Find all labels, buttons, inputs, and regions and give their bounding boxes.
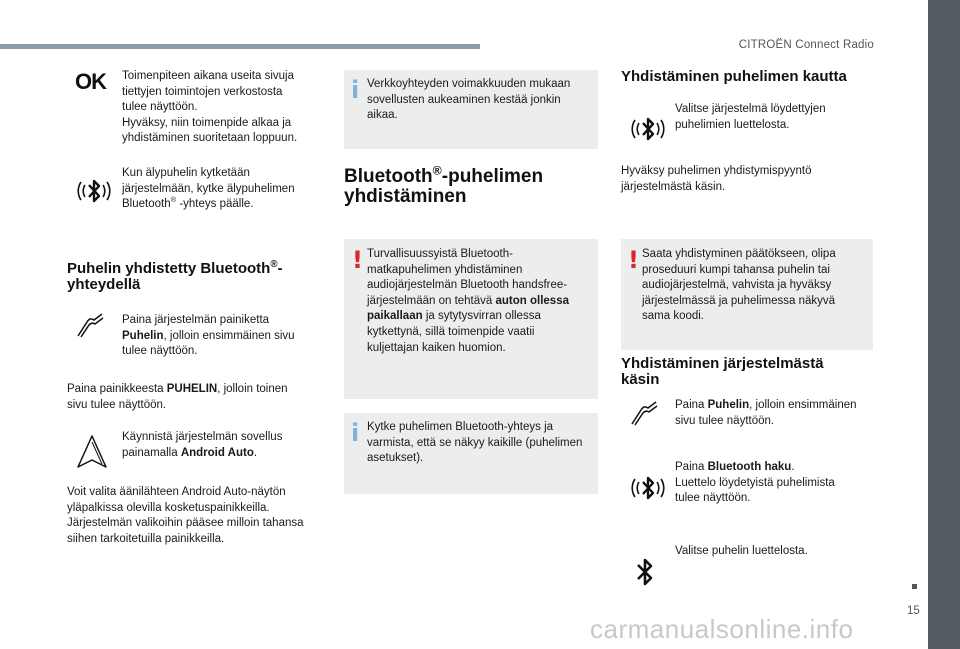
watermark: carmanualsonline.info [590,614,854,644]
finger-press-icon [75,312,105,338]
info-icon: i [351,419,360,447]
android-auto-icon [76,434,108,470]
step-press-phone: Paina Puhelin, jolloin ensimmäinen sivu tulee näyttöön. [675,399,857,427]
running-header: CITROËN Connect Radio [738,39,874,51]
step-select-phone: Valitse puhelin luettelosta. [675,545,808,557]
section-heading-bluetooth-connected: Puhelin yhdistetty Bluetooth®- yhteydellä [67,259,283,293]
warning-text: Turvallisuussyistä Bluetooth- matkapuhelimen yhdistäminen audiojärjestelmän Bluetooth handsfree- järjestelmään on tehtävä auton ollessa paikallaan ja sytytysvirran ollessa kytkettynä, sillä toimenpide vaatii kuljettajan kaiken huomion. [367,248,569,354]
page-number: 15 [907,605,920,617]
step-bluetooth-search: Paina Bluetooth haku. Luettelo löydetyistä puhelimista tulee näyttöön. [675,461,835,505]
section-heading-phone-pairing: Yhdistäminen puhelimen kautta [621,68,847,85]
section-heading-bluetooth-pairing: Bluetooth®-puhelimen yhdistäminen [344,163,544,207]
select-system-paragraph: Valitse järjestelmä löydettyjen puhelimien luettelosta. [675,103,826,131]
page-marker [912,584,917,589]
info-box-network [344,70,598,149]
top-rule [0,44,480,49]
android-auto-paragraph: Käynnistä järjestelmän sovellus painamalla Android Auto. [122,431,283,459]
voit-paragraph: Voit valita äänilähteen Android Auto-näytön yläpalkissa olevilla kosketuspainikkeilla. Järjestelmän valikoihin pääsee milloin tahansa siihen tarkoitetuilla painikkeilla. [67,486,304,545]
page-edge-bar [928,0,960,649]
ok-paragraph: Toimenpiteen aikana useita sivuja tiettyjen toimintojen verkostosta tulee näyttöön. Hyväksy, niin toimenpide alkaa ja yhdistäminen suoritetaan loppuun. [122,70,298,145]
bluetooth-touch-icon [73,170,115,212]
info-box-visibility [344,413,598,494]
section-heading-system-pairing: Yhdistäminen järjestelmästä käsin [621,355,824,388]
ok-icon: OK [75,69,106,94]
finger-press-icon [629,400,659,426]
warning-box-code [621,239,873,350]
press-puhelin-paragraph: Paina painikkeesta PUHELIN, jolloin toinen sivu tulee näyttöön. [67,383,288,411]
info-text: Kytke puhelimen Bluetooth-yhteys ja varmista, että se näkyy kaikille (puhelimen asetukset). [367,421,583,465]
info-text: Verkkoyhteyden voimakkuuden mukaan sovellusten aukeaminen kestää jonkin aikaa. [367,78,571,122]
warning-icon: ! [628,246,639,274]
bt-paragraph: Kun älypuhelin kytketään järjestelmään, kytke älypuhelimen Bluetooth® -yhteys päälle. [122,167,295,211]
bluetooth-icon [634,557,656,587]
bluetooth-touch-icon [627,467,669,509]
accept-request-paragraph: Hyväksy puhelimen yhdistymispyyntö järjestelmästä käsin. [621,165,812,193]
warning-icon: ! [352,246,363,274]
warning-text: Saata yhdistyminen päätökseen, olipa proseduuri kumpi tahansa puhelin tai audiojärjestelmä, vahvista ja hyväksy järjestelmässä ja puhelimessa näkyvä sama koodi. [642,248,836,323]
info-icon: i [351,76,360,104]
warning-box-safety [344,239,598,399]
bluetooth-touch-icon [627,108,669,150]
press-phone-paragraph: Paina järjestelmän painiketta Puhelin, jolloin ensimmäinen sivu tulee näyttöön. [122,314,295,358]
